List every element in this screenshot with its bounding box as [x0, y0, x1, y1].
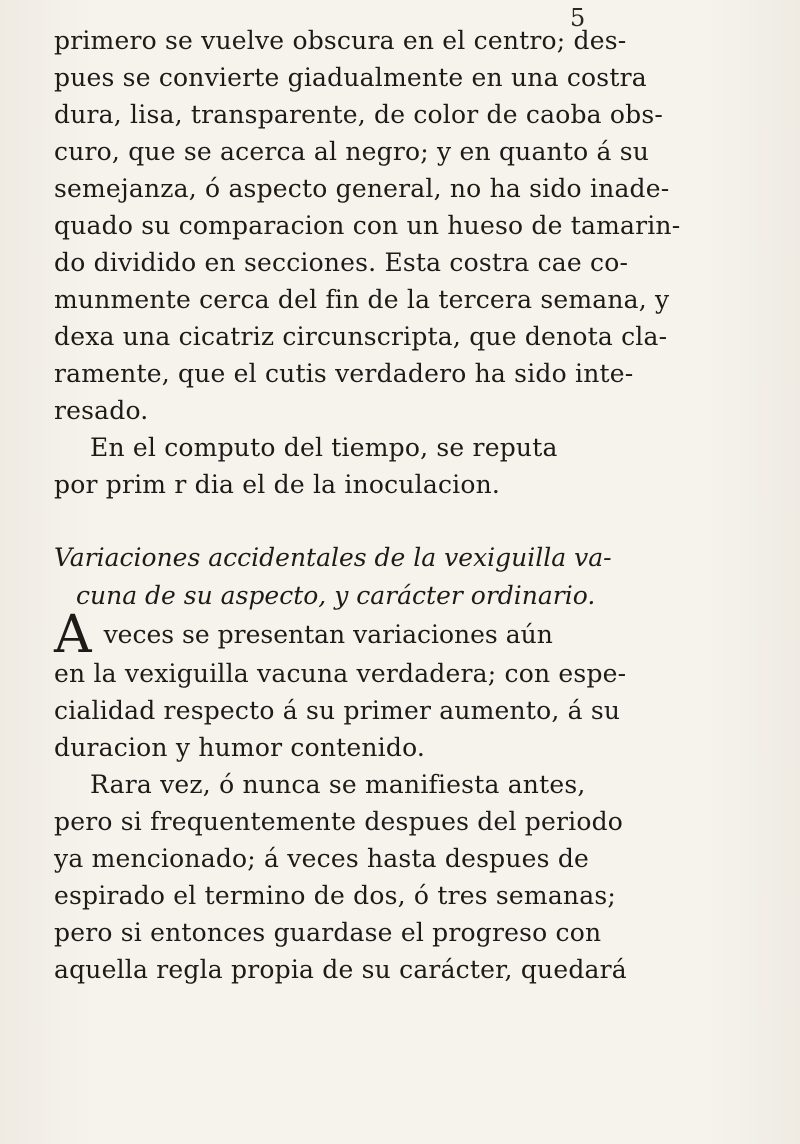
text-line: munmente cerca del fin de la tercera semana, y — [54, 285, 670, 314]
text-line: semejanza, ó aspecto general, no ha sido inade- — [54, 174, 670, 203]
text-line: quado su comparacion con un hueso de tamarin- — [54, 211, 681, 240]
text-line: primero se vuelve obscura en el centro; des- — [54, 26, 627, 55]
paragraph-2 — [54, 429, 774, 503]
text-line: en la vexiguilla vacuna verdadera; con espe- — [54, 659, 627, 688]
text-line: resado. — [54, 396, 149, 425]
section-heading-line-1: Variaciones accidentales de la vexiguilla va- — [54, 543, 612, 572]
dropcap-letter: A — [54, 605, 92, 665]
text-line: do dividido en secciones. Esta costra cae co- — [54, 248, 629, 277]
text-line: aquella regla propia de su carácter, quedará — [54, 955, 627, 984]
paragraph-3 — [54, 605, 774, 766]
page-number: 5 — [570, 4, 586, 32]
text-line: pero si entonces guardase el progreso con — [54, 918, 602, 947]
text-line: pues se convierte giadualmente en una costra — [54, 63, 647, 92]
paragraph-4 — [54, 766, 774, 988]
text-line: dexa una cicatriz circunscripta, que denota cla- — [54, 322, 668, 351]
paragraph-1 — [54, 22, 774, 429]
dropcap-line — [54, 605, 774, 665]
text-line: dura, lisa, transparente, de color de caoba obs- — [54, 100, 664, 129]
text-line: cialidad respecto á su primer aumento, á su — [54, 696, 621, 725]
text-block — [54, 22, 774, 988]
dropcap-line-text: veces se presentan variaciones aún — [103, 620, 553, 649]
text-line: ya mencionado; á veces hasta despues de — [54, 844, 590, 873]
section-heading-line-2: cuna de su aspecto, y carácter ordinario. — [76, 581, 596, 610]
text-line: En el computo del tiempo, se reputa — [90, 433, 558, 462]
text-line: por prim r dia el de la inoculacion. — [54, 470, 501, 499]
spacer — [54, 503, 774, 539]
text-line: espirado el termino de dos, ó tres semanas; — [54, 881, 616, 910]
text-line: pero si frequentemente despues del periodo — [54, 807, 624, 836]
text-line: curo, que se acerca al negro; y en quanto á su — [54, 137, 650, 166]
section-heading — [54, 539, 774, 615]
text-line: ramente, que el cutis verdadero ha sido inte- — [54, 359, 634, 388]
text-line: Rara vez, ó nunca se manifiesta antes, — [90, 770, 586, 799]
text-line: duracion y humor contenido. — [54, 733, 426, 762]
